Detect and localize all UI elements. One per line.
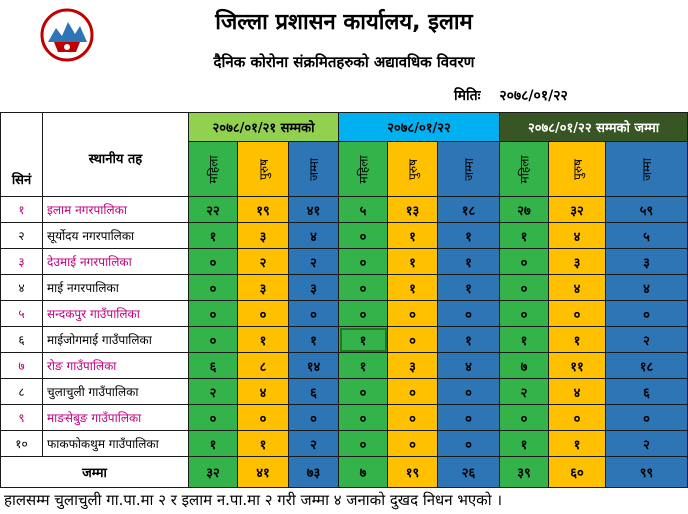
value-cell: १३ xyxy=(388,197,438,223)
value-cell: २ xyxy=(500,379,549,405)
value-cell: ७ xyxy=(500,353,549,379)
serial-cell: ७ xyxy=(1,353,43,379)
local-level-cell: माई नगरपालिका xyxy=(43,275,189,301)
covid-table xyxy=(0,112,688,488)
table-row xyxy=(1,379,688,405)
table-row xyxy=(1,431,688,457)
total-value-cell: ९९ xyxy=(606,457,688,488)
value-cell: ६ xyxy=(289,379,339,405)
local-level-cell: फाकफोकथुम गाउँपालिका xyxy=(43,431,189,457)
total-row xyxy=(1,457,688,488)
value-cell: १ xyxy=(549,327,606,353)
value-cell: ४ xyxy=(549,275,606,301)
value-cell: ४ xyxy=(438,353,500,379)
value-cell: १९ xyxy=(238,197,289,223)
subheader-cell xyxy=(438,142,500,197)
value-cell: ४ xyxy=(549,379,606,405)
value-cell: ३ xyxy=(238,275,289,301)
value-cell: १ xyxy=(438,249,500,275)
subheader-label: महिला xyxy=(356,155,371,183)
subheader-cell xyxy=(500,142,549,197)
total-value-cell: ७३ xyxy=(289,457,339,488)
value-cell: ० xyxy=(189,327,238,353)
report-title: दैनिक कोरोना संक्रमितहरुको अद्यावधिक विवरण xyxy=(213,53,475,71)
value-cell: २ xyxy=(606,327,688,353)
value-cell: ५ xyxy=(606,223,688,249)
subheader-label: जम्मा xyxy=(462,157,477,181)
table-row xyxy=(1,301,688,327)
subheader-label: महिला xyxy=(206,155,221,183)
value-cell: १ xyxy=(189,431,238,457)
group-header-today: २०७८/०१/२२ xyxy=(339,113,500,142)
subheader-cell xyxy=(388,142,438,197)
total-label: जम्मा xyxy=(1,457,189,488)
subheader-label: पुरुष xyxy=(406,158,421,180)
serial-cell: १० xyxy=(1,431,43,457)
table-row xyxy=(1,249,688,275)
value-cell: ० xyxy=(388,301,438,327)
value-cell: ० xyxy=(339,275,388,301)
value-cell: ० xyxy=(388,405,438,431)
value-cell: ५९ xyxy=(606,197,688,223)
serial-cell: ३ xyxy=(1,249,43,275)
subheader-label: जम्मा xyxy=(307,157,321,181)
value-cell: १ xyxy=(549,431,606,457)
serial-cell: ५ xyxy=(1,301,43,327)
value-cell: १ xyxy=(388,249,438,275)
value-cell: ३ xyxy=(289,275,339,301)
serial-cell: ८ xyxy=(1,379,43,405)
value-cell: ० xyxy=(606,301,688,327)
value-cell: ० xyxy=(388,431,438,457)
group-header-cumulative: २०७८/०१/२२ सम्मको जम्मा xyxy=(500,113,688,142)
value-cell: ० xyxy=(189,275,238,301)
value-cell: ० xyxy=(339,379,388,405)
value-cell: ० xyxy=(339,301,388,327)
value-cell: १ xyxy=(500,431,549,457)
value-cell: १ xyxy=(238,431,289,457)
value-cell: ० xyxy=(189,249,238,275)
value-cell: २ xyxy=(606,431,688,457)
value-cell: १ xyxy=(438,275,500,301)
value-cell: १ xyxy=(388,223,438,249)
value-cell: १८ xyxy=(606,353,688,379)
date-label: मितिः xyxy=(454,88,481,104)
report-date xyxy=(454,86,568,105)
subheader-cell xyxy=(238,142,289,197)
value-cell: ० xyxy=(438,379,500,405)
total-value-cell: २६ xyxy=(438,457,500,488)
serial-cell: ६ xyxy=(1,327,43,353)
office-title: जिल्ला प्रशासन कार्यालय, इलाम xyxy=(215,10,473,35)
value-cell: ० xyxy=(500,275,549,301)
value-cell: ० xyxy=(438,405,500,431)
total-value-cell: ४१ xyxy=(238,457,289,488)
subheader-cell xyxy=(289,142,339,197)
value-cell: ४ xyxy=(549,223,606,249)
serial-cell: ४ xyxy=(1,275,43,301)
value-cell: ० xyxy=(238,405,289,431)
value-cell: ४ xyxy=(606,275,688,301)
value-cell: ० xyxy=(500,301,549,327)
value-cell: ३ xyxy=(388,353,438,379)
total-value-cell: ७ xyxy=(339,457,388,488)
value-cell: ४ xyxy=(289,223,339,249)
value-cell: १ xyxy=(388,275,438,301)
value-cell: २७ xyxy=(500,197,549,223)
value-cell: १ xyxy=(500,327,549,353)
value-cell: ३ xyxy=(549,249,606,275)
table-row xyxy=(1,223,688,249)
local-level-header: स्थानीय तह xyxy=(43,113,189,197)
total-value-cell: ३२ xyxy=(189,457,238,488)
subheader-cell xyxy=(606,142,688,197)
value-cell: १ xyxy=(238,327,289,353)
value-cell: २ xyxy=(189,379,238,405)
value-cell: ० xyxy=(606,405,688,431)
value-cell: ० xyxy=(238,301,289,327)
value-cell: १ xyxy=(339,327,388,353)
value-cell: ४ xyxy=(238,379,289,405)
total-value-cell: १९ xyxy=(388,457,438,488)
table-row xyxy=(1,353,688,379)
value-cell: ० xyxy=(549,405,606,431)
value-cell: ३२ xyxy=(549,197,606,223)
table-row xyxy=(1,327,688,353)
value-cell: ५ xyxy=(339,197,388,223)
value-cell: ० xyxy=(388,327,438,353)
subheader-label: महिला xyxy=(517,155,532,183)
value-cell: १ xyxy=(500,223,549,249)
total-value-cell: ६० xyxy=(549,457,606,488)
footer-note: हालसम्म चुलाचुली गा.पा.मा २ र इलाम न.पा.मा २ गरी जम्मा ४ जनाको दुखद निधन भएको । xyxy=(4,491,503,509)
value-cell: ० xyxy=(388,379,438,405)
local-level-cell: माईजोगमाई गाउँपालिका xyxy=(43,327,189,353)
subheader-cell xyxy=(189,142,238,197)
value-cell: ० xyxy=(339,405,388,431)
value-cell: ६ xyxy=(606,379,688,405)
value-cell: ३ xyxy=(238,223,289,249)
value-cell: ० xyxy=(438,431,500,457)
value-cell: ० xyxy=(289,405,339,431)
value-cell: ८ xyxy=(238,353,289,379)
value-cell: ० xyxy=(500,405,549,431)
table-row xyxy=(1,405,688,431)
value-cell: ० xyxy=(339,249,388,275)
serial-cell: १ xyxy=(1,197,43,223)
value-cell: २ xyxy=(289,249,339,275)
value-cell: २२ xyxy=(189,197,238,223)
value-cell: ० xyxy=(549,301,606,327)
value-cell: ० xyxy=(339,431,388,457)
value-cell: ० xyxy=(500,249,549,275)
subheader-cell xyxy=(339,142,388,197)
serial-cell: २ xyxy=(1,223,43,249)
value-cell: १८ xyxy=(438,197,500,223)
value-cell: १ xyxy=(438,327,500,353)
value-cell: ० xyxy=(438,301,500,327)
value-cell: ० xyxy=(189,405,238,431)
value-cell: ० xyxy=(189,301,238,327)
local-level-cell: इलाम नगरपालिका xyxy=(43,197,189,223)
value-cell: ३ xyxy=(606,249,688,275)
value-cell: ६ xyxy=(189,353,238,379)
value-cell: १ xyxy=(438,223,500,249)
local-level-cell: सन्दकपुर गाउँपालिका xyxy=(43,301,189,327)
subheader-label: जम्मा xyxy=(640,157,655,181)
value-cell: ० xyxy=(289,301,339,327)
value-cell: १ xyxy=(289,327,339,353)
local-level-cell: माङसेबुङ गाउँपालिका xyxy=(43,405,189,431)
subheader-cell xyxy=(549,142,606,197)
local-level-cell: रोङ गाउँपालिका xyxy=(43,353,189,379)
value-cell: ० xyxy=(339,223,388,249)
serial-cell: ९ xyxy=(1,405,43,431)
total-value-cell: ३९ xyxy=(500,457,549,488)
value-cell: २ xyxy=(238,249,289,275)
value-cell: १४ xyxy=(289,353,339,379)
subheader-label: पुरुष xyxy=(256,158,271,180)
group-header-prev: २०७८/०१/२१ सम्मको xyxy=(189,113,339,142)
serial-header: सिनं xyxy=(1,113,43,197)
local-level-cell: सूर्योदय नगरपालिका xyxy=(43,223,189,249)
value-cell: ४१ xyxy=(289,197,339,223)
subheader-label: पुरुष xyxy=(570,158,585,180)
local-level-cell: देउमाई नगरपालिका xyxy=(43,249,189,275)
date-value: २०७८/०१/२२ xyxy=(499,88,568,104)
value-cell: १ xyxy=(339,353,388,379)
table-row xyxy=(1,197,688,223)
table-row xyxy=(1,275,688,301)
local-level-cell: चुलाचुली गाउँपालिका xyxy=(43,379,189,405)
value-cell: ११ xyxy=(549,353,606,379)
value-cell: २ xyxy=(289,431,339,457)
value-cell: १ xyxy=(189,223,238,249)
